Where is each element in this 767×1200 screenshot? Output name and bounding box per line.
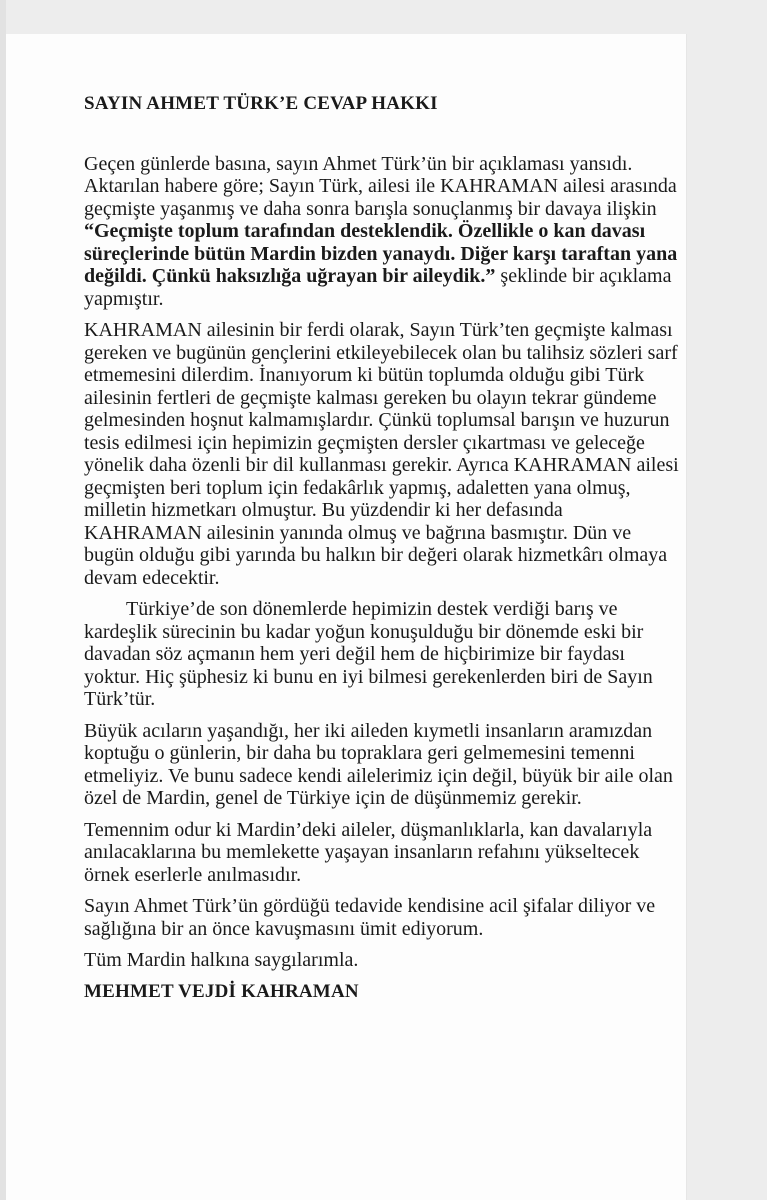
quoted-statement: “Geçmişte toplum tarafından desteklendik. Özellikle o kan davası süreçlerinde bütün Mardin bizden yanaydı. Diğer karşı taraftan yana değildi. Çünkü haksızlığa uğrayan bir aileydik.” — [84, 220, 678, 287]
document-title: SAYIN AHMET TÜRK’E CEVAP HAKKI — [84, 93, 438, 114]
letter-body — [84, 93, 684, 1003]
paragraph-5: Temennim odur ki Mardin’deki aileler, düşmanlıklarla, kan davalarıyla anılacaklarına bu memlekette yaşayan insanların refahını yükseltecek örnek eserlerle anılmasıdır. — [84, 818, 653, 886]
paragraph-6: Sayın Ahmet Türk’ün gördüğü tedavide kendisine acil şifalar diliyor ve sağlığına bir an önce kavuşmasını ümit ediyorum. — [84, 895, 656, 940]
paragraph-4: Büyük acıların yaşandığı, her iki aileden kıymetli insanların aramızdan koptuğu o günlerin, bir daha bu topraklara geri gelmemesini temenni etmeliyiz. Ve bunu sadece kendi ailelerimiz için değil, büyük bir aile olan özel de Mardin, genel de Türkiye için de düşünmemiz gerekir. — [84, 719, 673, 809]
signature: MEHMET VEJDİ KAHRAMAN — [84, 980, 359, 1002]
closing-line: Tüm Mardin halkına saygılarımla. — [84, 949, 359, 971]
paragraph-3: Türkiye’de son dönemlerde hepimizin destek verdiği barış ve kardeşlik sürecinin bu kadar yoğun konuşulduğu bir dönemde eski bir davadan söz açmanın hem yeri değil hem de hiçbirimize bir faydası yoktur. Hiç şüphesiz ki bunu en iyi bilmesi gerekenlerden biri de Sayın Türk’tür. — [84, 598, 653, 710]
paragraph-2: KAHRAMAN ailesinin bir ferdi olarak, Sayın Türk’ten geçmişte kalması gereken ve bugünün gençlerini etkileyebilecek olan bu talihsiz sözleri sarf etmemesini dilerdim. İnanıyorum ki bütün toplumda olduğu gibi Türk ailesinin fertleri de geçmişte kalması gereken bu olayın tekrar gündeme gelmesinden hoşnut kalmamışlardır. Çünkü toplumsal barışın ve huzurun tesis edilmesi için hepimizin geçmişten dersler çıkartması ve geleceğe yönelik daha özenli bir dil kullanması gerekir. Ayrıca KAHRAMAN ailesi geçmişten beri toplum için fedakârlık yapmış, adaletten yana olmuş, milletin hizmetkarı olmuştur. Bu yüzdendir ki her defasında KAHRAMAN ailesinin yanında olmuş ve bağrına basmıştır. Dün ve bugün olduğu gibi yarında bu halkın bir değeri olarak hizmetkârı olmaya devam edecektir. — [84, 319, 679, 589]
paragraph-1 — [84, 153, 684, 311]
paragraph-1-intro: Geçen günlerde basına, sayın Ahmet Türk’ün bir açıklaması yansıdı. Aktarılan habere göre; Sayın Türk, ailesi ile KAHRAMAN ailesi arasında geçmişte yaşanmış ve daha sonra barışla sonuçlanmış bir davaya ilişkin — [84, 152, 677, 220]
paragraph-1-outro: şeklinde bir açıklama yapmıştır. — [84, 265, 672, 310]
